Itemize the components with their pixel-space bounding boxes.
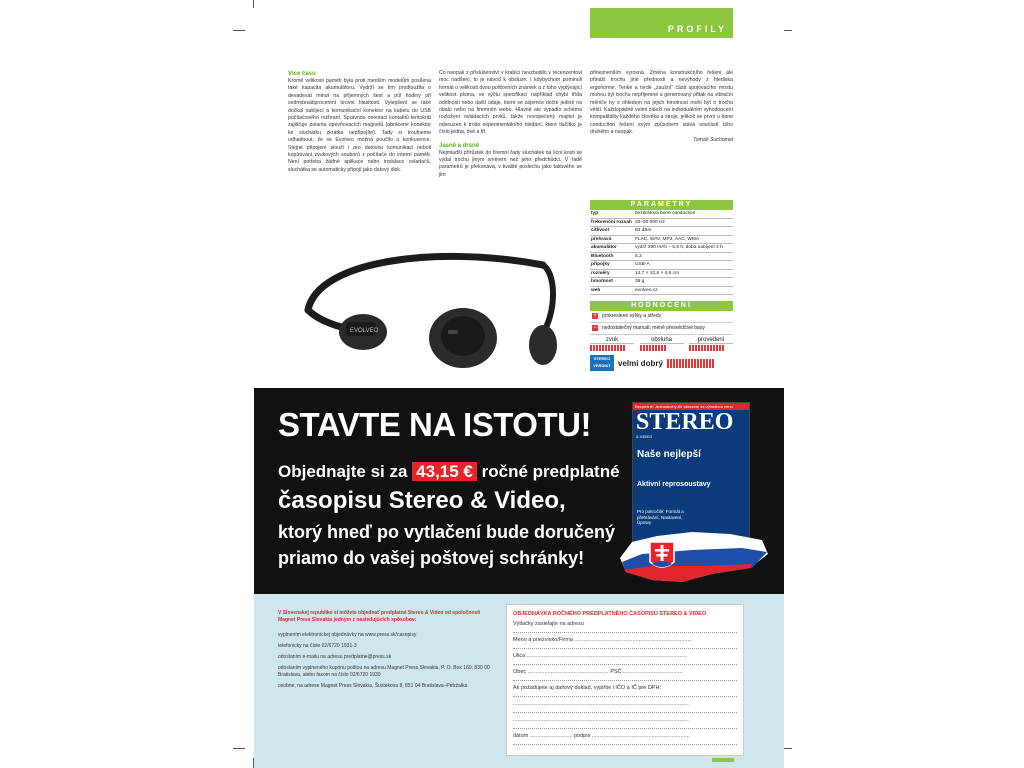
score-bar	[590, 345, 625, 351]
parameter-row	[590, 252, 733, 261]
order-form	[506, 604, 744, 756]
parameter-value: 84 dBm	[634, 227, 733, 236]
parameter-row	[590, 244, 733, 253]
order-way: odoslaním vyplneného kupónu poštou na adresu Magnet Press Slovakia, P. O. Box 169, 830 00 Bratislava, alebo faxom na číslo 02/6720 1930	[278, 665, 490, 678]
verdict-row	[590, 355, 733, 371]
parameter-row	[590, 210, 733, 218]
parameter-row	[590, 235, 733, 244]
rating-header: HODNOCENÍ	[590, 301, 733, 311]
parameter-value: 20–20 000 Hz	[634, 218, 733, 227]
parameter-value: 14,7 × 10,6 × 4,6 cm	[634, 269, 733, 278]
minus-text: nedostatečný manuál; méně přesvědčivé basy	[602, 325, 705, 331]
parameters-header: PARAMETRY	[590, 200, 733, 210]
verdict-bar	[667, 359, 715, 368]
section-tab	[590, 8, 733, 38]
slovakia-map-flag	[612, 528, 772, 588]
parameter-row	[590, 269, 733, 278]
column-heading: Více času	[288, 71, 316, 77]
parameter-value: 5.3	[634, 252, 733, 261]
author-signature: Tomáš Suchomel	[693, 136, 733, 143]
article-column-2	[439, 70, 582, 179]
form-line: ...................................................................................................................	[513, 713, 737, 729]
plus-icon: +	[593, 313, 597, 319]
plus-text: prokreslené výšky a středy	[602, 313, 662, 319]
ad-line-1-pre: Objednajte si za	[278, 462, 408, 481]
parameter-row	[590, 286, 733, 295]
form-line: dátum ............................ podpis ................................................................	[513, 729, 737, 745]
form-line: ...................................................................................................................	[513, 697, 737, 713]
parameter-key: akumulátor	[590, 244, 634, 253]
minus-icon: −	[593, 325, 597, 331]
stereo-verdict-logo: STEREO VERDIKT	[590, 355, 614, 371]
parameter-value: evolveo.cz	[634, 286, 733, 295]
parameter-key: přehrává	[590, 235, 634, 244]
parameter-key: Bluetooth	[590, 252, 634, 261]
ad-line-2: časopisu Stereo & Video,	[278, 487, 566, 514]
column-heading: Jasně a drsně	[439, 142, 480, 149]
order-way: telefonicky na čísle 02/6720 1931-3	[278, 643, 357, 649]
order-way: odoslaním e-mailu na adresu predplatne@press.sk	[278, 654, 392, 660]
column-text: Kromě velikosti paměti byla proti menším modelům posílena také kapacita akumulátoru. Vydrží se tím prodloužila o devadesát minut na příjemných šest a půl hodiny při sedmdesátiprocentní úrovni hlasitosti. Vylepšení se také dočkal nabíjecí a komunikační konektor na kabelu do USB počítačového rozhraní. Správnou orientaci kontaktů tentokrát zajišťuje polarita upevňovacích magnetů (obrácené konektor ke sluchátku zkrátka nepřipojíte). Tady si troufneme odhadnout, že se Evolveo možná poučilo u konkurence. Stejné připojení slouží i pro datovou komunikaci neboli kopírování zvukových souborů z počítače do interní paměti. Není potřeba žádné aplikace nebo instalace ovladačů, sluchátka se automaticky připojí jako datový disk.	[288, 78, 431, 173]
parameter-row	[590, 278, 733, 287]
rating-minus	[590, 323, 733, 335]
crop-mark	[233, 748, 245, 749]
cover-title: STEREO	[636, 409, 734, 435]
parameter-key: připojky	[590, 261, 634, 270]
parameter-key: frekvenční rozsah	[590, 218, 634, 227]
order-intro: V Slovenskej republike si môžete objednať predplatné Stereo & Video od spoločnosti Magnet Press Slovakia jedným z nasledujúcich spôsobov:	[278, 610, 481, 623]
cover-subtitle: & VIDEO	[636, 434, 653, 439]
article-column-3	[590, 70, 733, 144]
ad-line-4: priamo do vašej poštovej schránky!	[278, 548, 585, 568]
parameter-key: web	[590, 286, 634, 295]
score-label: zvuk	[590, 337, 634, 344]
parameter-value: FLAC, WAV, MP3, AAC, WMA	[634, 235, 733, 244]
section-tab-label: PROFILY	[667, 24, 727, 34]
parameter-row	[590, 218, 733, 227]
parameter-value: výdrž 390 mAh – 6,5 h; doba nabíjení 2 h	[634, 244, 733, 253]
rating-plus	[590, 311, 733, 323]
score-bar	[640, 345, 666, 351]
form-line: Výtlačky zasielajte na adresu	[513, 617, 737, 633]
order-section	[254, 594, 784, 768]
parameter-value: 39 g	[634, 278, 733, 287]
form-line: Ak požadujete aj daňový doklad, vyplňte i IČO a IČ pre DPH:	[513, 681, 737, 697]
parameter-row	[590, 261, 733, 270]
score-item	[640, 337, 684, 351]
order-way: osobne, na adrese Magnet Press Slovakia, Šustekova 8, 851 04 Bratislava–Petržalka	[278, 683, 468, 689]
order-form-title: OBJEDNÁVKA ROČNÉHO PREDPLATNÉHO ČASOPISU STEREO & VIDEO	[513, 611, 707, 617]
cover-topline: Bezpečně: Jednoduchý AV obrazem za výhodnou cenu	[633, 403, 749, 410]
ad-line-3: ktorý hneď po vytlačení bude doručený	[278, 522, 616, 542]
subscription-ad	[254, 388, 784, 594]
score-item	[590, 337, 634, 351]
rating-box	[590, 301, 733, 371]
cover-headline-2: Aktivní reprosoustavy	[637, 481, 711, 488]
score-label: provedení	[689, 337, 733, 344]
order-ways	[278, 632, 493, 694]
form-line: Obec ..................................................... PSČ .......................................	[513, 665, 737, 681]
form-line: Meno a priezvisko/Firma .............................................................................	[513, 633, 737, 649]
parameters-table	[590, 210, 733, 295]
cover-headline-3: Pro pokročilé: Formát a přehrávání, Nastavení, Úpravy	[637, 509, 684, 525]
cover-headline-1: Naše nejlepší	[637, 449, 701, 460]
order-way: vyplnením elektronickej objednávky na www.press.sk/casopisy	[278, 632, 417, 638]
ad-price: 43,15 €	[412, 462, 477, 481]
column-text: přinejmenším vyrovná. Změna konstrukčního řešení ale přináší trochu jiné přednosti a nevýhody z hlediska ergonomie. Tenké a tvrdé „zaušní“ části spojovacího mostu mohou být trochu nepříjemné a generovaný pfttak na vibrační měniče by s ohledem na jejich hmotnost mohl být o trochu větší. Každopádně velmi záleží na individuálním vyhodnocení kompatibility každého člověka a stroje, jelikož se první u bone conduction řešení svým způsobem stává součástí toho druhého a naopak.	[590, 70, 733, 136]
verdict-text: velmi dobrý	[618, 358, 663, 368]
ad-headline: STAVTE NA ISTOTU!	[278, 406, 591, 443]
score-label: obsluha	[640, 337, 684, 344]
parameters-box	[590, 200, 733, 295]
headphones-image	[288, 250, 568, 380]
crop-mark	[233, 30, 245, 31]
parameter-row	[590, 227, 733, 236]
parameter-key: typ	[590, 210, 634, 218]
score-item	[689, 337, 733, 351]
svg-text:EVOLVEO: EVOLVEO	[350, 328, 379, 334]
parameter-key: hmotnost	[590, 278, 634, 287]
parameter-key: rozměry	[590, 269, 634, 278]
form-line: Ulica .........................................................................................................	[513, 649, 737, 665]
ad-line-1-post: ročné predplatné	[481, 462, 620, 481]
parameter-value: USB-A	[634, 261, 733, 270]
parameter-value: bezdrátová bone conduction	[634, 210, 733, 218]
column-text: Co naopak z příslušenství v krabici nevzbudilo v recenzentovi moc nadšení, to je návod k obsluze. I kdybychom pominuli formát o velikosti dvou poštovních známek a z toho vyplývající velikost písma, ve výčtu specifikací například chybí třída odolnosti nebo další údaje, které se zájemce dočte jedině na obalu nebo na firemním webu. Hlavně ale vypadlo schéma rozložení ovládacích prvků, takže novopečený majitel je odsouzen k troše experimentálního hledání, které tlačítko je číslo jedna, dvě a tři.	[439, 70, 583, 136]
parameter-key: citlivost	[590, 227, 634, 236]
rating-scores	[590, 337, 733, 351]
column-text: Nejmladší přírůstek do firemní řady sluchátek na lícní kosti se vydal trochu jiným směrem než jeho předchůdci. V řadě parametrů je překonává, v kvalitě poslechu jako takového se jim	[439, 149, 582, 178]
ad-line-1	[278, 462, 620, 482]
article-column-1	[288, 70, 431, 174]
score-bar	[689, 345, 724, 351]
page-corner-mark	[712, 758, 734, 762]
